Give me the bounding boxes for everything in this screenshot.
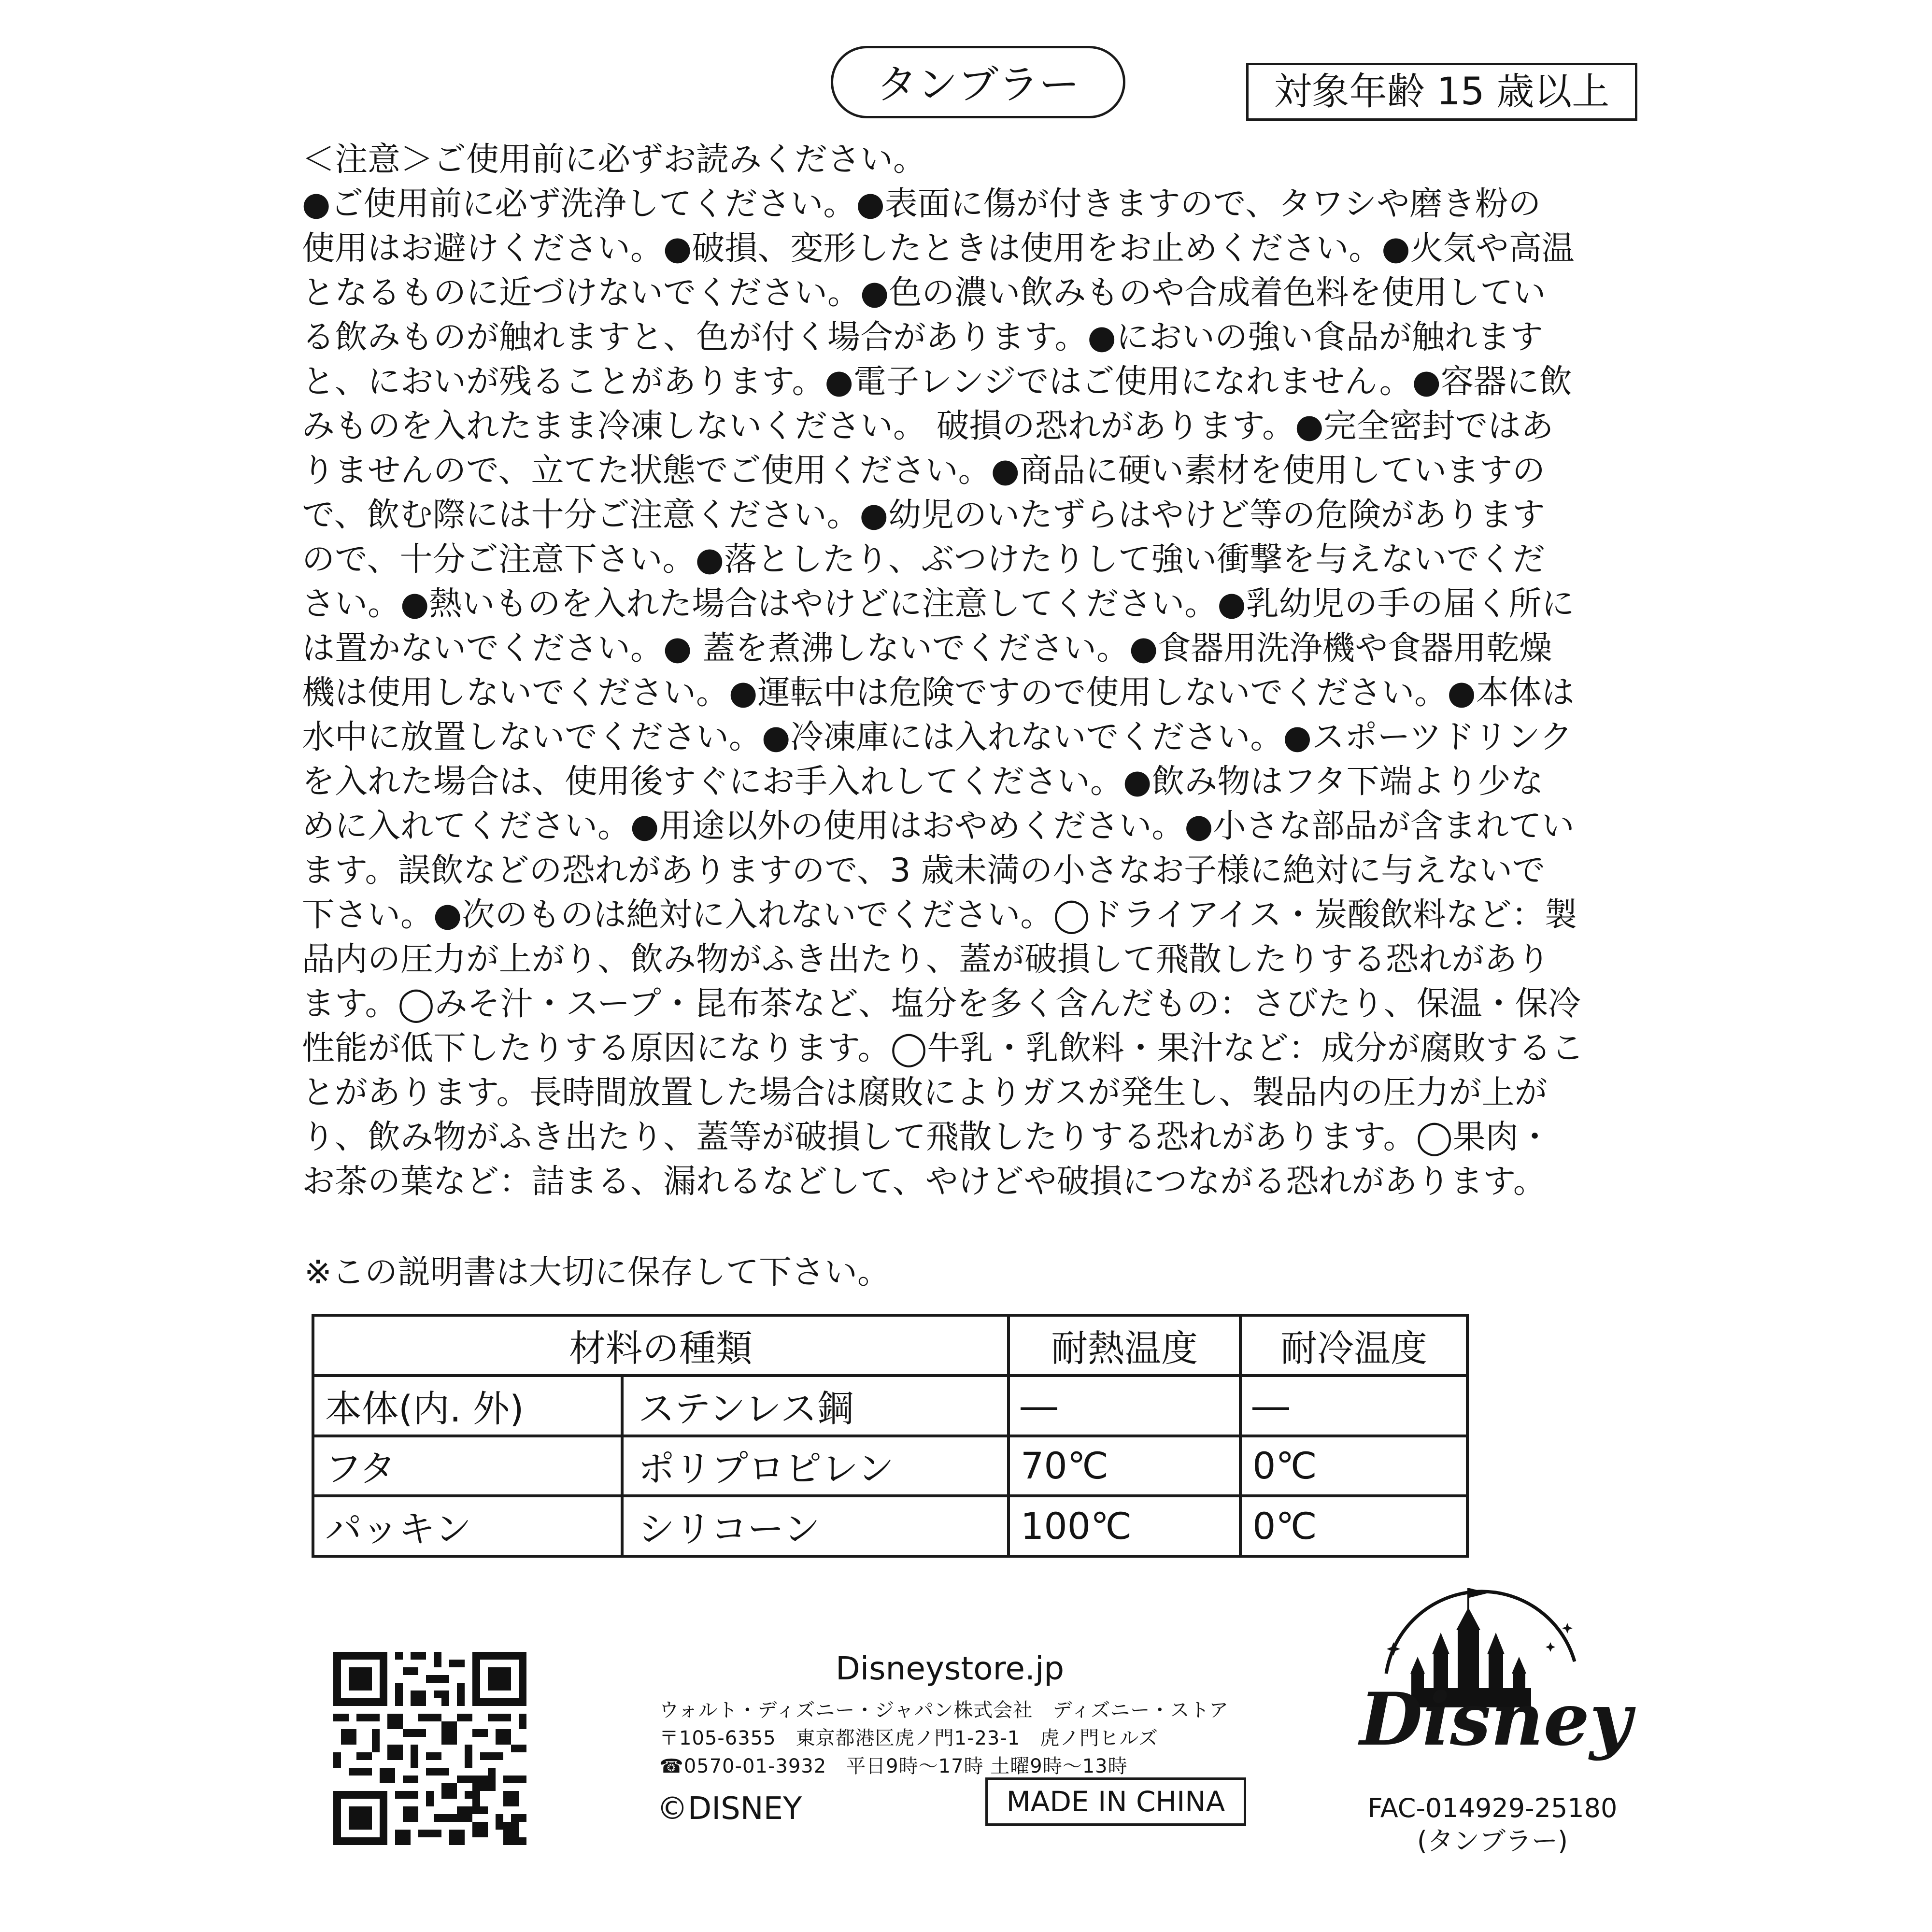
material-name: ステンレス鋼	[622, 1376, 1009, 1436]
header-material-type: 材料の種類	[313, 1315, 1009, 1376]
caution-line: りませんので、立てた状態でご使用ください。●商品に硬い素材を使用していますの	[302, 452, 1545, 490]
caution-line: ます。誤飲などの恐れがありますので、3 歳未満の小さなお子様に絶対に与えないで	[302, 852, 1546, 890]
product-code	[1348, 1792, 1637, 1858]
copyright-text: ©DISNEY	[657, 1791, 802, 1827]
caution-line: ます。◯みそ汁・スープ・昆布茶など、塩分を多く含んだもの：さびたり、保温・保冷	[302, 985, 1581, 1023]
caution-line: お茶の葉など：詰まる、漏れるなどして、やけどや破損につながる恐れがあります。	[302, 1163, 1546, 1201]
material-name: シリコーン	[622, 1496, 1009, 1556]
caution-line: ので、十分ご注意下さい。●落としたり、ぶつけたりして強い衝撃を与えないでくだ	[302, 540, 1545, 579]
qr-code-icon	[333, 1652, 526, 1845]
caution-line: は置かないでください。● 蓋を煮沸しないでください。●食器用洗浄機や食器用乾燥	[302, 629, 1552, 668]
caution-line: ●ご使用前に必ず洗浄してください。●表面に傷が付きますので、タワシや磨き粉の	[302, 185, 1541, 223]
part-name: フタ	[313, 1436, 622, 1496]
table-row	[313, 1496, 1467, 1556]
caution-line: り、飲み物がふき出たり、蓋等が破損して飛散したりする恐れがあります。◯果肉・	[302, 1118, 1551, 1156]
caution-line: さい。●熱いものを入れた場合はやけどに注意してください。●乳幼児の手の届く所に	[302, 585, 1575, 623]
heat-temp: 70℃	[1009, 1436, 1240, 1496]
caution-line: とがあります。長時間放置した場合は腐敗によりガスが発生し、製品内の圧力が上が	[302, 1074, 1548, 1112]
caution-line: めに入れてください。●用途以外の使用はおやめください。●小さな部品が含まれてい	[302, 807, 1575, 845]
cold-temp: 0℃	[1240, 1496, 1467, 1556]
header-heat-resistance: 耐熱温度	[1009, 1315, 1240, 1376]
company-line: ウォルト・ディズニー・ジャパン株式会社 ディズニー・ストア	[659, 1699, 1229, 1721]
caution-line: となるものに近づけないでください。●色の濃い飲みものや合成着色料を使用してい	[302, 274, 1546, 312]
product-code-note: (タンブラー)	[1417, 1826, 1568, 1856]
company-info	[659, 1696, 1229, 1780]
keep-instructions-note: ※この説明書は大切に保存して下さい。	[304, 1253, 890, 1292]
material-name: ポリプロピレン	[622, 1436, 1009, 1496]
address-line: 〒105-6355 東京都港区虎ノ門1-23-1 虎ノ門ヒルズ	[659, 1727, 1159, 1749]
part-name: 本体(内. 外)	[313, 1376, 622, 1436]
product-code-number: FAC-014929-25180	[1367, 1793, 1618, 1823]
caution-line: みものを入れたまま冷凍しないください。 破損の恐れがあります。●完全密封ではあ	[302, 407, 1554, 445]
part-name: パッキン	[313, 1496, 622, 1556]
heat-temp: 100℃	[1009, 1496, 1240, 1556]
caution-line: 下さい。●次のものは絶対に入れないでください。◯ドライアイス・炭酸飲料など：製	[302, 896, 1577, 934]
table-row	[313, 1376, 1467, 1436]
heat-temp: ―	[1009, 1376, 1240, 1436]
cold-temp: ―	[1240, 1376, 1467, 1436]
table-header-row	[313, 1315, 1467, 1376]
caution-line: と、においが残ることがあります。●電子レンジではご使用になれません。●容器に飲	[302, 363, 1572, 401]
header-cold-resistance: 耐冷温度	[1240, 1315, 1467, 1376]
caution-line: 使用はお避けください。●破損、変形したときは使用をお止めください。●火気や高温	[302, 229, 1575, 268]
caution-line: ＜注意＞ご使用前に必ずお読みください。	[302, 141, 926, 179]
materials-table	[312, 1314, 1469, 1558]
caution-line: 品内の圧力が上がり、飲み物がふき出たり、蓋が破損して飛散したりする恐れがあり	[302, 940, 1550, 979]
cold-temp: 0℃	[1240, 1436, 1467, 1496]
age-rating-box: 対象年齢 15 歳以上	[1246, 63, 1637, 121]
caution-text	[302, 138, 1649, 1204]
caution-line: る飲みものが触れますと、色が付く場合があります。●においの強い食品が触れます	[302, 318, 1543, 356]
disney-wordmark: Disney	[1360, 1677, 1632, 1762]
caution-line: 水中に放置しないでください。●冷凍庫には入れないでください。●スポーツドリンク	[302, 718, 1573, 756]
caution-line: 機は使用しないでください。●運転中は危険ですので使用しないでください。●本体は	[302, 674, 1575, 712]
table-row	[313, 1436, 1467, 1496]
made-in-box: MADE IN CHINA	[985, 1777, 1246, 1826]
caution-line: を入れた場合は、使用後すぐにお手入れしてください。●飲み物はフタ下端より少な	[302, 763, 1544, 801]
website-url: Disneystore.jp	[836, 1650, 1065, 1687]
caution-line: 性能が低下したりする原因になります。◯牛乳・乳飲料・果汁など：成分が腐敗するこ	[302, 1029, 1584, 1067]
product-title-badge: タンブラー	[831, 46, 1125, 118]
phone-line: ☎0570-01-3932 平日9時～17時 土曜9時～13時	[659, 1755, 1128, 1777]
caution-line: で、飲む際には十分ご注意ください。●幼児のいたずらはやけど等の危険があります	[302, 496, 1545, 534]
